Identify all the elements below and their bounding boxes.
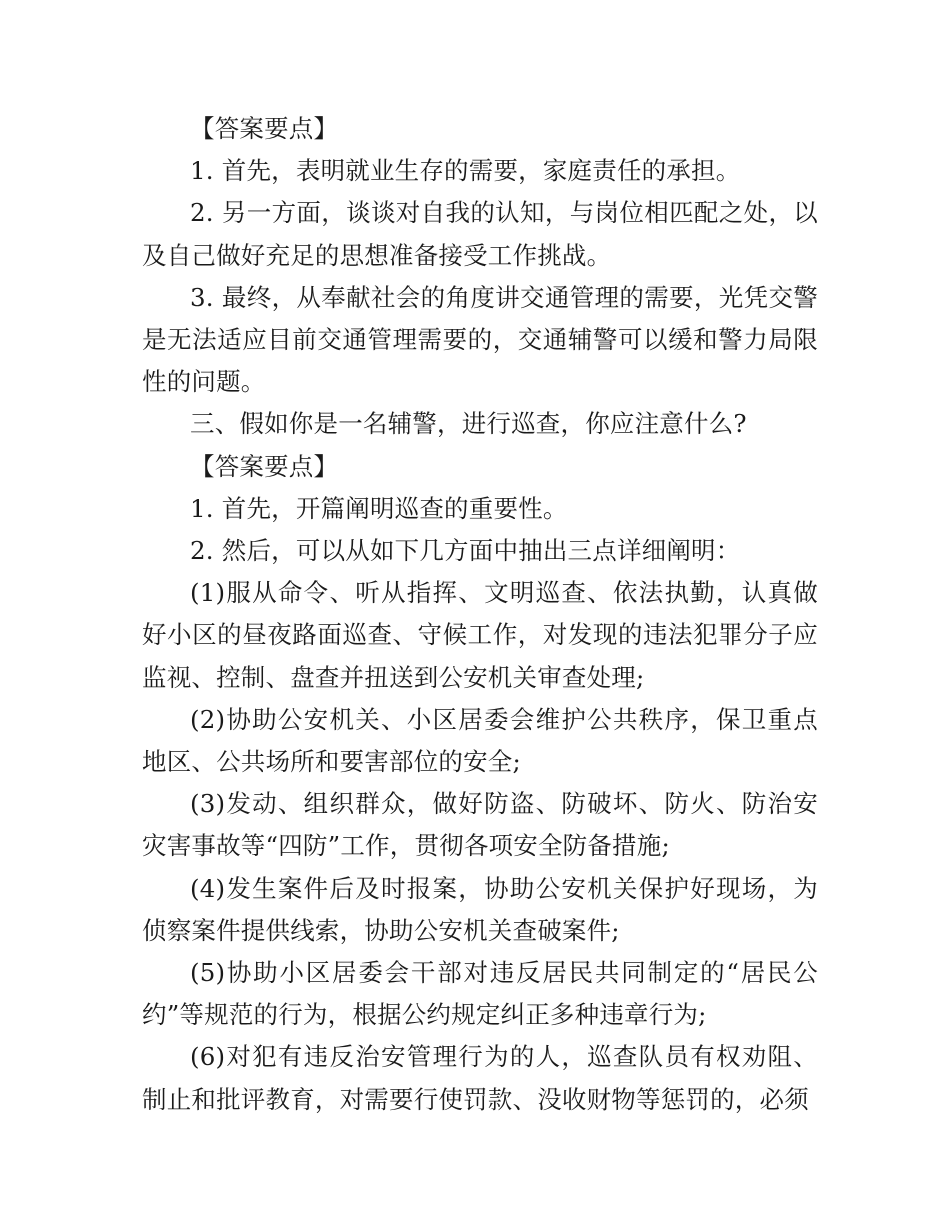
sub-item-3: (3)发动、组织群众，做好防盗、防破坏、防火、防治安灾害事故等“四防”工作，贯彻各项安全防备措施; <box>142 789 818 861</box>
sub-item-1: (1)服从命令、听从指挥、文明巡查、依法执勤，认真做好小区的昼夜路面巡查、守候工作，对发现的违法犯罪分子应监视、控制、盘查并扭送到公安机关审查处理; <box>142 578 818 692</box>
answer-point-1: 1. 首先，表明就业生存的需要，家庭责任的承担。 <box>190 156 741 186</box>
answer-heading: 【答案要点】 <box>190 114 339 143</box>
answer-point-2: 2. 然后，可以从如下几方面中抽出三点详细阐明： <box>190 536 741 566</box>
answer-heading: 【答案要点】 <box>190 451 339 481</box>
answer-point-1: 1. 首先，开篇阐明巡查的重要性。 <box>190 493 568 523</box>
sub-item-2: (2)协助公安机关、小区居委会维护公共秩序，保卫重点地区、公共场所和要害部位的安全; <box>142 704 818 777</box>
sub-item-4: (4)发生案件后及时报案，协助公安机关保护好现场，为侦察案件提供线索，协助公安机关查破案件; <box>142 873 818 945</box>
sub-item-5: (5)协助小区居委会干部对违反居民共同制定的“居民公约”等规范的行为，根据公约规定纠正多种违章行为; <box>142 958 818 1030</box>
answer-point-3: 3. 最终，从奉献社会的角度讲交通管理的需要，光凭交警是无法适应目前交通管理需要的，交通辅警可以缓和警力局限性的问题。 <box>142 282 818 397</box>
sub-item-6: (6)对犯有违反治安管理行为的人，巡查队员有权劝阻、制止和批评教育，对需要行使罚款、没收财物等惩罚的，必须 <box>142 1042 818 1114</box>
question-three: 三、假如你是一名辅警，进行巡查，你应注意什么? <box>190 409 747 439</box>
answer-point-2: 2. 另一方面，谈谈对自我的认知，与岗位相匹配之处，以及自己做好充足的思想准备接受工作挑战。 <box>142 198 818 270</box>
document-body <box>142 108 818 1121</box>
